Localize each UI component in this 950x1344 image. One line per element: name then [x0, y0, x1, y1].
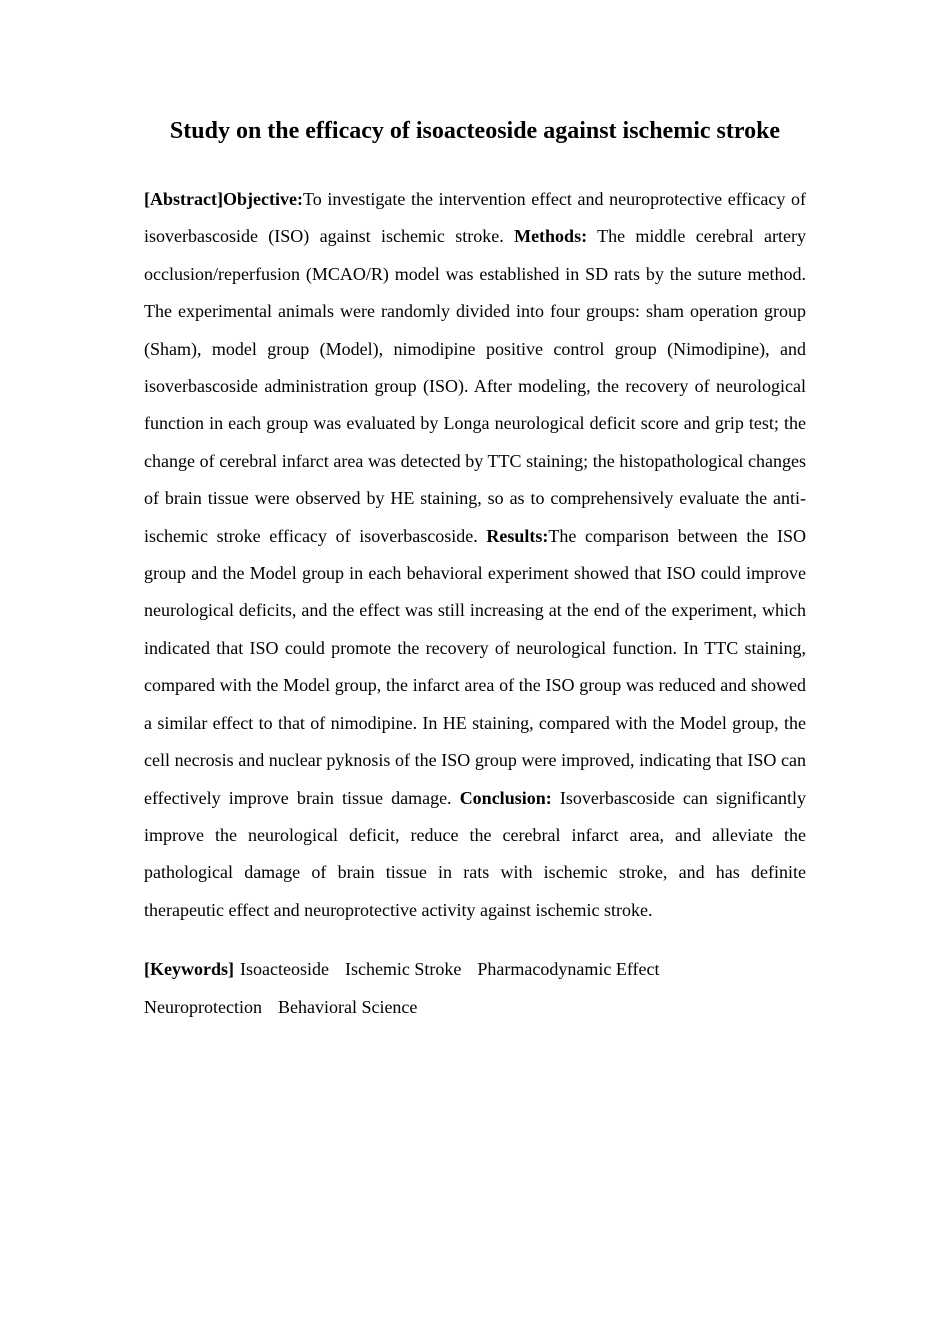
paper-title: Study on the efficacy of isoacteoside against ischemic stroke	[169, 118, 781, 144]
results-label: Results:	[486, 525, 549, 546]
methods-label: Methods:	[514, 226, 588, 247]
methods-text: The middle cerebral artery occlusion/reperfusion (MCAO/R) model was established in SD rats by the suture method. The experimental animals were randomly divided into four groups: sham operation group (Sham), model group (Model), nimodipine positive control group (Nimodipine), and isoverbascoside administration group (ISO). After modeling, the recovery of neurological function in each group was evaluated by Longa neurological deficit score and grip test; the change of cerebral infarct area was detected by TTC staining; the histopathological changes of brain tissue were observed by HE staining, so as to comprehensively evaluate the anti-ischemic stroke efficacy of isoverbascoside.	[144, 226, 806, 546]
keyword-item: Neuroprotection	[144, 996, 262, 1017]
keyword-item: Behavioral Science	[277, 996, 418, 1017]
keywords-paragraph	[144, 951, 806, 1026]
conclusion-text: Isoverbascoside can significantly improve the neurological deficit, reduce the cerebral infarct area, and alleviate the pathological damage of brain tissue in rats with ischemic stroke, and has definite therapeutic effect and neuroprotective activity against ischemic stroke.	[144, 787, 807, 920]
conclusion-label: Conclusion:	[459, 787, 552, 808]
keyword-item: Isoacteoside	[239, 959, 329, 980]
keywords-label: [Keywords]	[144, 959, 234, 980]
abstract-paragraph	[144, 181, 806, 929]
results-text: The comparison between the ISO group and the Model group in each behavioral experiment showed that ISO could improve neurological deficits, and the effect was still increasing at the end of the experiment, which indicated that ISO could promote the recovery of neurological function. In TTC staining, compared with the Model group, the infarct area of the ISO group was reduced and showed a similar effect to that of nimodipine. In HE staining, compared with the Model group, the cell necrosis and nuclear pyknosis of the ISO group were improved, indicating that ISO can effectively improve brain tissue damage.	[144, 525, 806, 808]
abstract-label: [Abstract]	[144, 189, 223, 209]
objective-text: To investigate the intervention effect and neuroprotective efficacy of isoverbascoside (ISO) against ischemic stroke.	[144, 189, 806, 247]
paper-page	[144, 114, 806, 1026]
objective-label: Objective:	[222, 189, 303, 209]
keyword-item: Ischemic Stroke	[344, 959, 462, 980]
keyword-item: Pharmacodynamic Effect	[477, 959, 660, 980]
